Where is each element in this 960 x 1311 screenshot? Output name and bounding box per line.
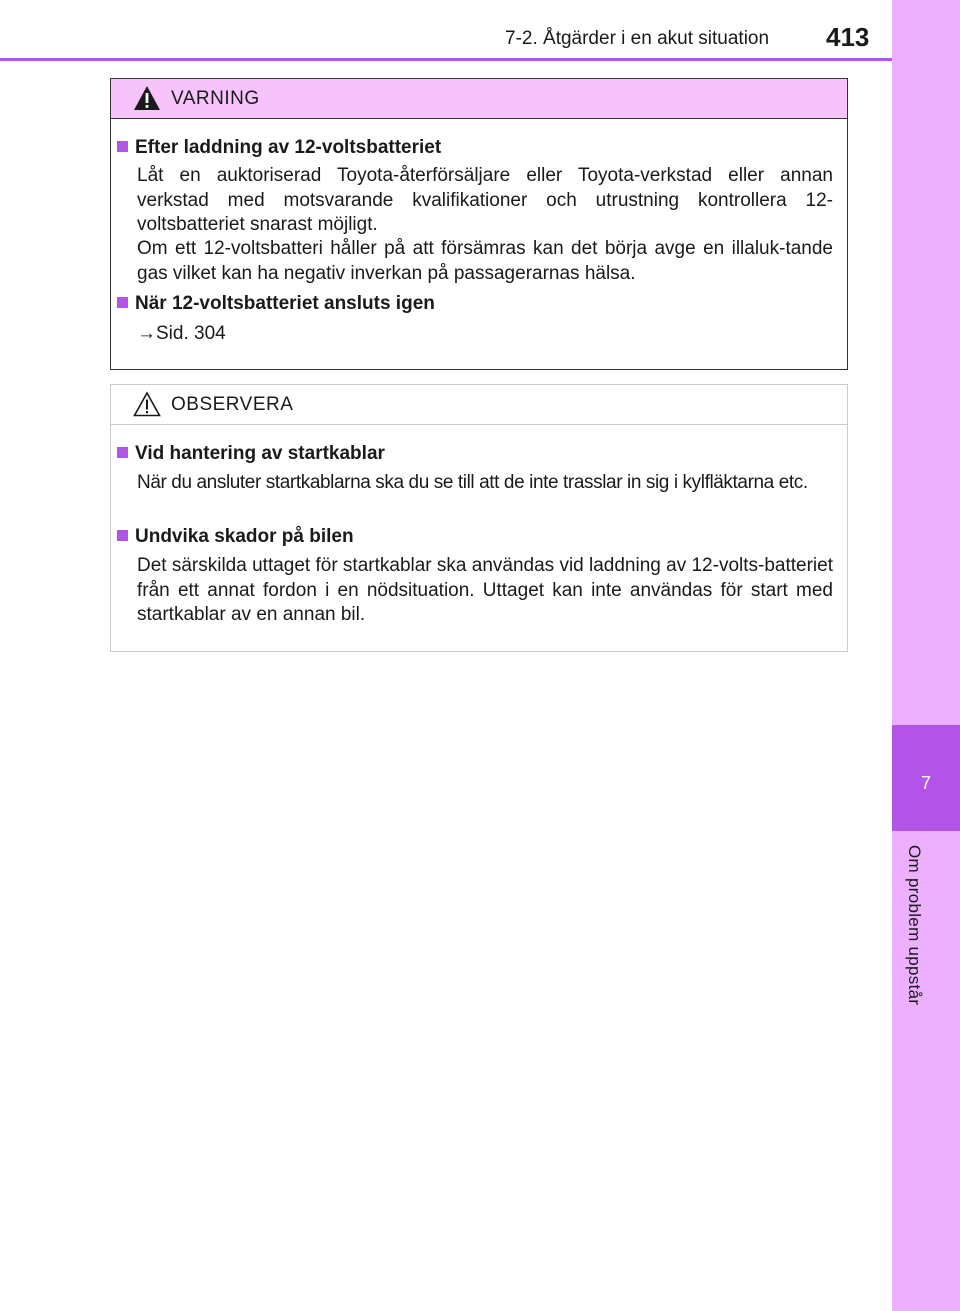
page-number: 413 [826,22,870,52]
warning-section-heading: Efter laddning av 12-voltsbatteriet [117,137,441,161]
page-reference-link[interactable]: →Sid. 304 [137,323,226,344]
caution-paragraph: När du ansluter startkablarna ska du se till att de inte trasslar in sig i kylfläktarna etc. [137,472,808,493]
warning-paragraph: Låt en auktoriserad Toyota-återförsäljare eller Toyota-verkstad eller annan verkstad med motsvarande kvalifikationer och utrustning kontrollera 12-voltsbatteriet snarast möjligt. [137,165,833,235]
chapter-number: 7 [920,773,931,793]
bullet-square-icon [117,297,128,308]
chapter-side-tab [892,0,960,1311]
chapter-title: Om problem uppstår [905,845,924,1006]
section-title: 7-2. Åtgärder i en akut situation [505,28,770,49]
caution-section-heading: Undvika skador på bilen [117,526,354,550]
bullet-square-icon [117,530,128,541]
caution-section-heading: Vid hantering av startkablar [117,443,385,467]
caution-header [111,385,847,425]
warning-box [110,78,848,370]
caution-label: OBSERVERA [171,394,294,415]
warning-paragraph: Om ett 12-voltsbatteri håller på att försämras kan det börja avge en illaluk-tande gas vilket kan ha negativ inverkan på passagerarnas hälsa. [137,238,833,284]
warning-label: VARNING [171,88,260,109]
header-divider [0,58,892,61]
caution-paragraph: Det särskilda uttaget för startkablar ska användas vid laddning av 12-volts-batteriet från ett annat fordon i en nödsituation. Uttaget kan inte användas för start med startkablar av en annan bil. [137,555,833,625]
bullet-square-icon [117,447,128,458]
bullet-square-icon [117,141,128,152]
filled-warning-triangle-icon [133,85,161,111]
outline-warning-triangle-icon [133,391,161,417]
warning-section-heading: När 12-voltsbatteriet ansluts igen [117,293,435,317]
warning-header [111,79,847,119]
caution-box [110,384,848,652]
